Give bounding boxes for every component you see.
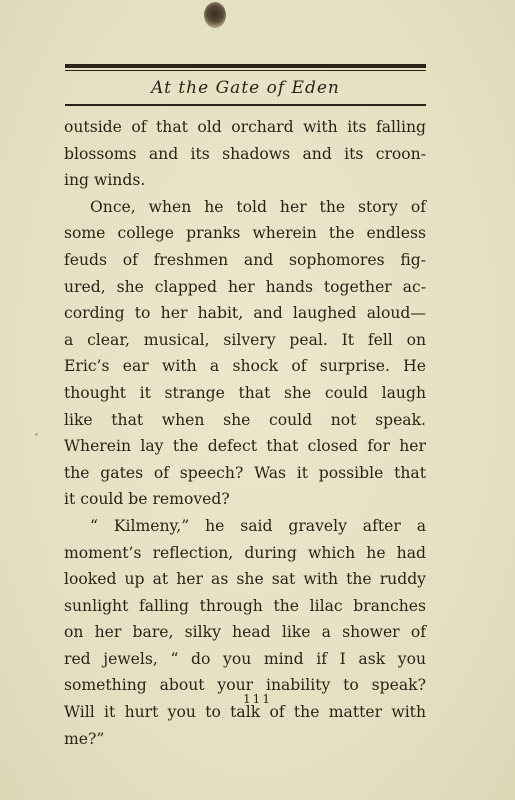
paper-speck xyxy=(35,433,38,436)
text-line: a clear, musical, silvery peal. It fell on xyxy=(64,330,426,349)
text-line: Will it hurt you to talk of the matter with xyxy=(64,703,426,722)
text-line: Once, when he told her the story of xyxy=(90,197,426,216)
header-rule-thin xyxy=(65,70,426,71)
binding-hole xyxy=(204,2,226,28)
header-rule-bottom xyxy=(65,104,426,106)
text-line: me?” xyxy=(64,729,105,748)
running-head: At the Gate of Eden xyxy=(151,78,340,98)
text-line: moment’s reflection, during which he had xyxy=(64,543,426,562)
text-line: sunlight falling through the lilac branches xyxy=(64,596,426,615)
text-line: red jewels, “ do you mind if I ask you xyxy=(64,649,426,668)
text-line: cording to her habit, and laughed aloud— xyxy=(64,304,426,323)
text-line: blossoms and its shadows and its croon- xyxy=(64,144,426,163)
text-line: on her bare, silky head like a shower of xyxy=(64,623,426,642)
text-line: Wherein lay the defect that closed for her xyxy=(64,437,426,456)
text-line: “ Kilmeny,” he said gravely after a xyxy=(90,516,426,535)
text-line: Eric’s ear with a shock of surprise. He xyxy=(64,357,426,376)
text-line: feuds of freshmen and sophomores fig- xyxy=(64,250,426,269)
text-line: it could be removed? xyxy=(64,490,230,509)
header-rule-thick xyxy=(65,64,426,68)
text-line: thought it strange that she could laugh xyxy=(64,383,426,402)
text-line: some college pranks wherein the endless xyxy=(64,224,426,243)
text-line: outside of that old orchard with its falling xyxy=(64,118,426,136)
page-number: 111 xyxy=(243,692,272,706)
text-line: ing winds. xyxy=(64,171,146,190)
text-line: looked up at her as she sat with the ruddy xyxy=(64,570,426,589)
body-text xyxy=(64,114,426,752)
text-line: like that when she could not speak. xyxy=(64,410,426,429)
text-line: something about your inability to speak? xyxy=(64,676,426,695)
text-line: the gates of speech? Was it possible that xyxy=(64,463,426,482)
text-line: ured, she clapped her hands together ac- xyxy=(64,277,426,296)
